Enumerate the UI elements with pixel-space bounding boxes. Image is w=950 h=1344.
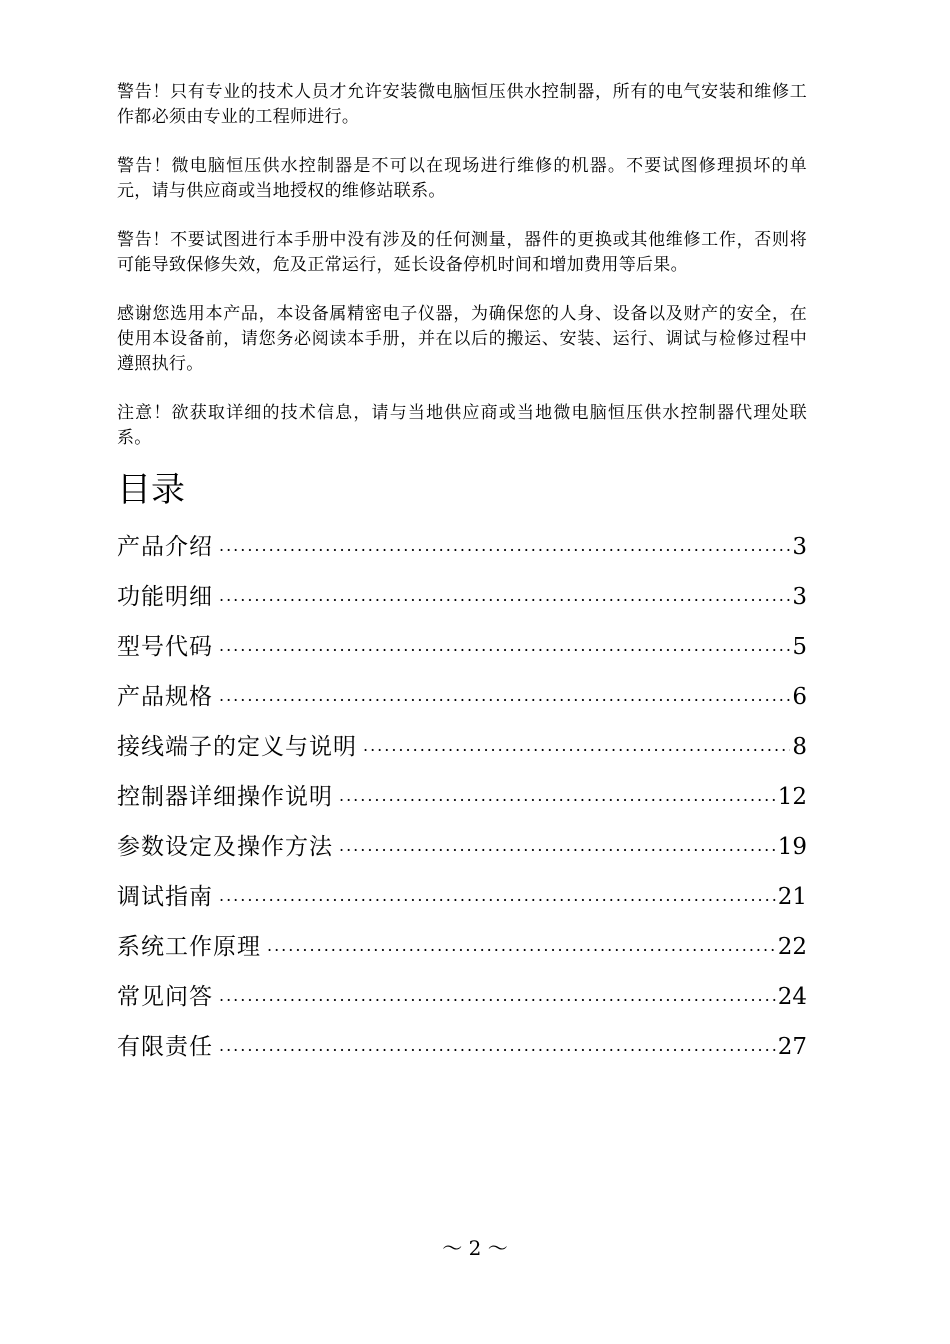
table-of-contents xyxy=(117,527,807,1077)
toc-entry-page: 5 xyxy=(792,634,807,660)
toc-entry-page: 3 xyxy=(792,534,807,560)
toc-dot-leader xyxy=(267,926,776,966)
toc-entry-title: 接线端子的定义与说明 xyxy=(117,734,357,760)
toc-dot-leader xyxy=(219,526,790,566)
toc-entry-title: 调试指南 xyxy=(117,884,213,910)
toc-entry[interactable] xyxy=(117,777,807,827)
toc-entry-title: 系统工作原理 xyxy=(117,934,261,960)
toc-dot-leader xyxy=(339,826,776,866)
notice-section xyxy=(117,80,807,475)
toc-entry-page: 19 xyxy=(777,834,807,860)
toc-dot-leader xyxy=(219,626,790,666)
toc-entry[interactable] xyxy=(117,877,807,927)
toc-entry[interactable] xyxy=(117,677,807,727)
toc-entry-title: 功能明细 xyxy=(117,584,213,610)
toc-entry[interactable] xyxy=(117,977,807,1027)
toc-entry[interactable] xyxy=(117,927,807,977)
toc-entry-page: 8 xyxy=(792,734,807,760)
toc-dot-leader xyxy=(219,576,790,616)
toc-entry-title: 型号代码 xyxy=(117,634,213,660)
toc-entry-page: 27 xyxy=(777,1034,807,1060)
toc-entry[interactable] xyxy=(117,527,807,577)
toc-dot-leader xyxy=(219,976,776,1016)
toc-entry-page: 6 xyxy=(792,684,807,710)
toc-entry-page: 12 xyxy=(777,784,807,810)
warning-repair: 警告！微电脑恒压供水控制器是不可以在现场进行维修的机器。不要试图修理损坏的单元，请与供应商或当地授权的维修站联系。 xyxy=(117,156,807,201)
toc-entry-title: 产品规格 xyxy=(117,684,213,710)
toc-entry-title: 有限责任 xyxy=(117,1034,213,1060)
toc-dot-leader xyxy=(363,726,790,766)
toc-entry[interactable] xyxy=(117,1027,807,1077)
toc-entry[interactable] xyxy=(117,727,807,777)
toc-entry-title: 常见问答 xyxy=(117,984,213,1010)
toc-entry-page: 21 xyxy=(777,884,807,910)
toc-entry-page: 22 xyxy=(777,934,807,960)
toc-entry-title: 产品介绍 xyxy=(117,534,213,560)
warning-measurement: 警告！不要试图进行本手册中没有涉及的任何测量，器件的更换或其他维修工作，否则将可能导致保修失效，危及正常运行，延长设备停机时间和增加费用等后果。 xyxy=(117,230,807,275)
toc-dot-leader xyxy=(219,876,776,916)
toc-entry-page: 3 xyxy=(792,584,807,610)
toc-entry-title: 控制器详细操作说明 xyxy=(117,784,333,810)
toc-entry[interactable] xyxy=(117,627,807,677)
toc-entry-page: 24 xyxy=(777,984,807,1010)
page-number-footer: ～ 2 ～ xyxy=(442,1236,508,1260)
toc-entry[interactable] xyxy=(117,577,807,627)
toc-entry[interactable] xyxy=(117,827,807,877)
warning-installation: 警告！只有专业的技术人员才允许安装微电脑恒压供水控制器，所有的电气安装和维修工作都必须由专业的工程师进行。 xyxy=(117,82,807,127)
attention-notice: 注意！欲获取详细的技术信息，请与当地供应商或当地微电脑恒压供水控制器代理处联系。 xyxy=(117,403,807,448)
toc-dot-leader xyxy=(219,676,790,716)
thank-you-notice: 感谢您选用本产品，本设备属精密电子仪器，为确保您的人身、设备以及财产的安全，在使用本设备前，请您务必阅读本手册，并在以后的搬运、安装、运行、调试与检修过程中遵照执行。 xyxy=(117,304,807,374)
toc-heading: 目录 xyxy=(117,470,185,510)
toc-entry-title: 参数设定及操作方法 xyxy=(117,834,333,860)
toc-dot-leader xyxy=(339,776,776,816)
toc-dot-leader xyxy=(219,1026,776,1066)
